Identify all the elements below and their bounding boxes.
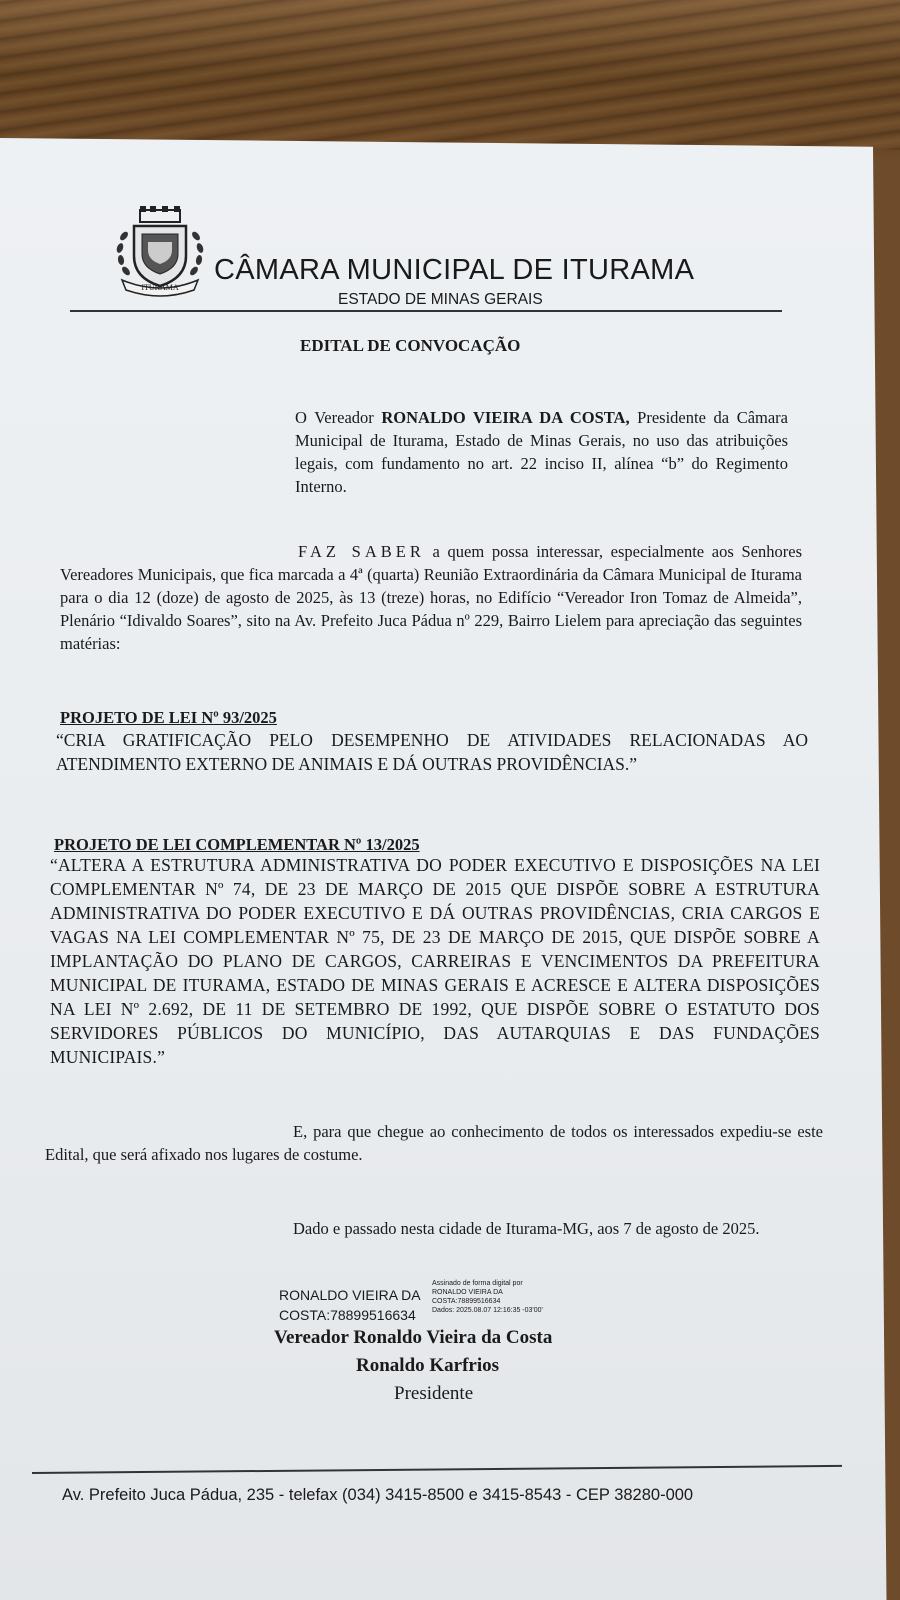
bill-1-text: “CRIA GRATIFICAÇÃO PELO DESEMPENHO DE ATIVIDADES RELACIONADAS AO ATENDIMENTO EXTERNO DE ANIMAIS E DÁ OUTRAS PROVIDÊNCIAS.” <box>56 730 808 774</box>
signature-meta-line-4: Dados: 2025.08.07 12:16:35 -03'00' <box>432 1307 543 1314</box>
signer-role: Presidente <box>394 1383 474 1404</box>
bill-2-text: “ALTERA A ESTRUTURA ADMINISTRATIVA DO PODER EXECUTIVO E DISPOSIÇÕES NA LEI COMPLEMENTAR Nº 74, DE 23 DE MARÇO DE 2015 QUE DISPÕE SOBRE A ESTRUTURA ADMINISTRATIVA DO PODER EXECUTIVO E DÁ OUTRAS PROVIDÊNCIAS, CRIA CARGOS E VAGAS NA LEI COMPLEMENTAR Nº 75, DE 23 DE MARÇO DE 2015, QUE DISPÕE SOBRE A IMPLANTAÇÃO DO PLANO DE CARGOS, CARREIRAS E VENCIMENTOS DA PREFEITURA MUNICIPAL DE ITURAMA, ESTADO DE MINAS GERAIS E ACRESCE E ALTERA DISPOSIÇÕES NA LEI Nº 2.692, DE 11 DE SETEMBRO DE 1992, QUE DISPÕE SOBRE O ESTATUTO DOS SERVIDORES PÚBLICOS DO MUNICÍPIO, DAS AUTARQUIAS E DAS FUNDAÇÕES MUNICIPAIS.” <box>50 855 820 1067</box>
signer-name: Vereador Ronaldo Vieira da Costa <box>274 1327 553 1348</box>
date-text: Dado e passado nesta cidade de Iturama-MG, aos 7 de agosto de 2025. <box>293 1219 760 1238</box>
footer-address: Av. Prefeito Juca Pádua, 235 - telefax (034) 3415-8500 e 3415-8543 - CEP 38280-000 <box>62 1486 694 1504</box>
digital-signature-line-2: COSTA:78899516634 <box>279 1307 416 1323</box>
intro-paragraph <box>295 406 788 498</box>
digital-signature-metadata <box>432 1279 543 1315</box>
signature-meta-line-3: COSTA:78899516634 <box>432 1298 501 1305</box>
digital-signature-line-1: RONALDO VIEIRA DA <box>279 1287 421 1303</box>
bill-2-title: PROJETO DE LEI COMPLEMENTAR Nº 13/2025 <box>54 835 420 854</box>
president-name: RONALDO VIEIRA DA COSTA, <box>381 408 630 427</box>
institution-subtitle: ESTADO DE MINAS GERAIS <box>338 291 543 308</box>
intro-prefix: O Vereador <box>295 408 382 427</box>
institution-title: CÂMARA MUNICIPAL DE ITURAMA <box>214 254 695 286</box>
header-divider <box>70 310 782 312</box>
seal-ribbon-text: ITURAMA <box>141 283 179 292</box>
bill-1-title: PROJETO DE LEI Nº 93/2025 <box>60 708 277 727</box>
digital-signature-name <box>279 1285 421 1325</box>
closing-paragraph <box>45 1120 823 1166</box>
signer-alias: Ronaldo Karfrios <box>356 1355 500 1376</box>
announcement-text: a quem possa interessar, especialmente aos Senhores Vereadores Municipais, que fica marcada a 4ª (quarta) Reunião Extraordinária da Câmara Municipal de Iturama para o dia 12 (doze) de agosto de 2025, às 13 (treze) horas, no Edifício “Vereador Iron Tomaz de Almeida”, Plenário “Idivaldo Soares”, sito na Av. Prefeito Juca Pádua nº 229, Bairro Lielem para apreciação das seguintes matérias: <box>60 542 802 653</box>
intro-rest: Presidente da Câmara Municipal de Iturama, Estado de Minas Gerais, no uso das atribuições legais, com fundamento no art. 22 inciso II, alínea “b” do Regimento Interno. <box>295 408 788 496</box>
date-paragraph <box>45 1217 825 1240</box>
seal-icon <box>112 206 208 298</box>
wooden-table-background <box>0 0 900 150</box>
municipal-seal-logo <box>112 206 208 298</box>
signature-meta-line-1: Assinado de forma digital por <box>432 1280 523 1287</box>
announcement-lead: FAZ SABER <box>298 542 425 561</box>
document-heading: EDITAL DE CONVOCAÇÃO <box>300 336 521 355</box>
announcement-paragraph <box>60 540 802 655</box>
signature-meta-line-2: RONALDO VIEIRA DA <box>432 1289 503 1296</box>
closing-text: E, para que chegue ao conhecimento de todos os interessados expediu-se este Edital, que será afixado nos lugares de costume. <box>45 1122 823 1164</box>
